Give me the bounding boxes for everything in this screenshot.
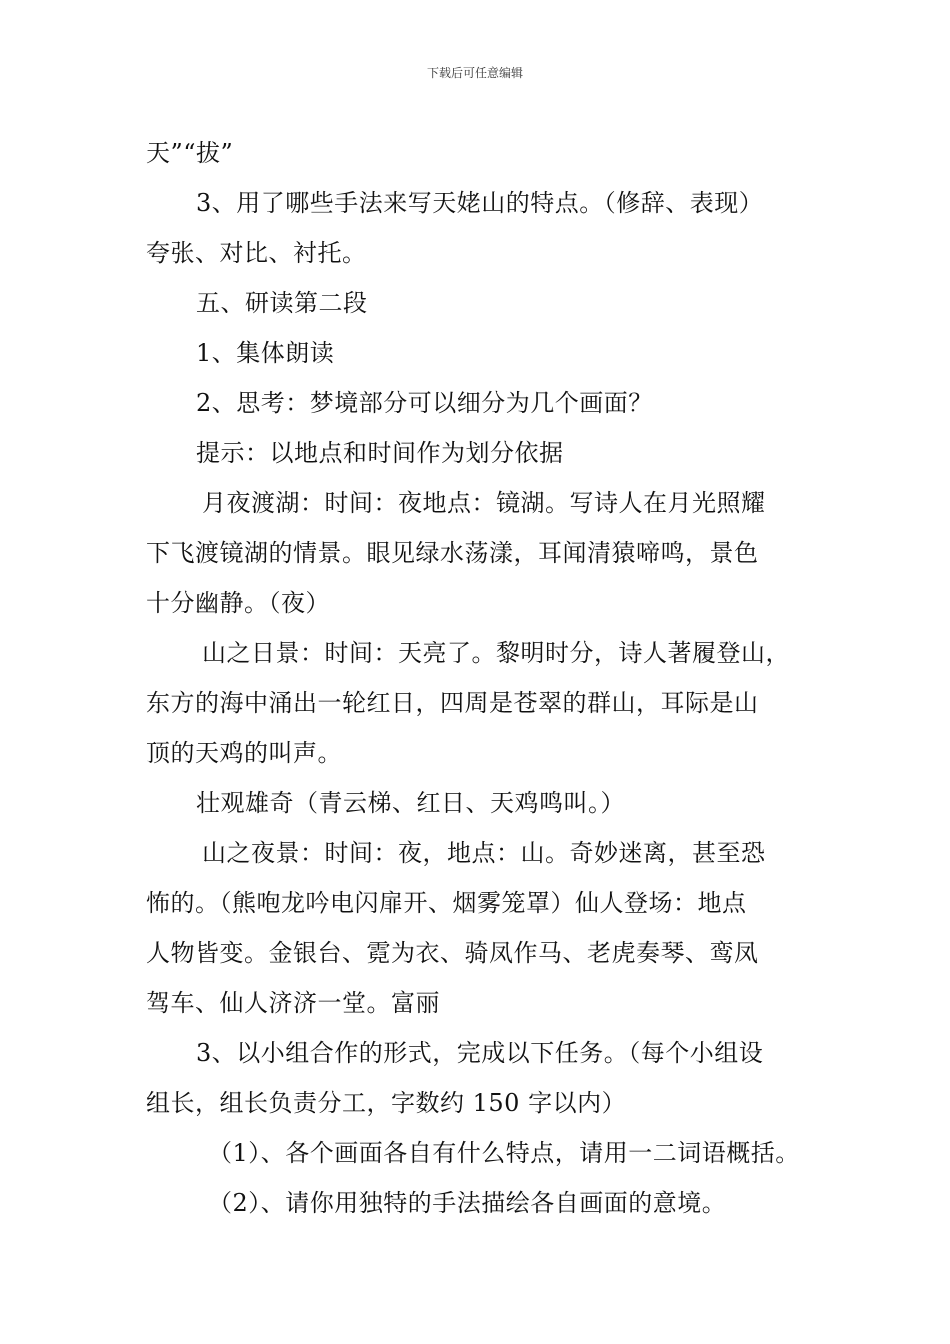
text-line: 人物皆变。金银台、霓为衣、骑凤作马、老虎奏琴、鸾凤 (146, 939, 759, 967)
document-body (146, 128, 826, 1228)
text-line: 组长，组长负责分工，字数约 150 字以内） (146, 1089, 627, 1117)
text-line: 东方的海中涌出一轮红日，四周是苍翠的群山，耳际是山 (146, 689, 759, 717)
text-line: （1）、各个画面各自有什么特点，请用一二词语概括。 (208, 1139, 800, 1167)
text-line: 3、以小组合作的形式，完成以下任务。（每个小组设 (196, 1039, 764, 1067)
text-line: 天”“拔” (146, 139, 234, 167)
section-heading: 五、研读第二段 (196, 289, 368, 317)
text-line: 夸张、对比、衬托。 (146, 239, 367, 267)
text-line: 下飞渡镜湖的情景。眼见绿水荡漾，耳闻清猿啼鸣，景色 (146, 539, 759, 567)
text-line: （2）、请你用独特的手法描绘各自画面的意境。 (208, 1189, 727, 1217)
text-line: 2、思考：梦境部分可以细分为几个画面？ (196, 389, 653, 417)
text-line: 顶的天鸡的叫声。 (146, 739, 342, 767)
text-line: 驾车、仙人济济一堂。富丽 (146, 989, 440, 1017)
text-line: 壮观雄奇（青云梯、红日、天鸡鸣叫。） (196, 789, 625, 817)
text-line: 提示：以地点和时间作为划分依据 (196, 439, 564, 467)
text-line: 1、集体朗读 (196, 339, 335, 367)
page-header: 下载后可任意编辑 (426, 66, 523, 80)
text-line: 山之日景：时间：天亮了。黎明时分，诗人著履登山， (202, 639, 790, 667)
text-line: 山之夜景：时间：夜，地点：山。奇妙迷离，甚至恐 (202, 839, 766, 867)
text-line: 怖的。（熊咆龙吟电闪扉开、烟雾笼罩）仙人登场：地点 (146, 889, 747, 917)
text-line: 月夜渡湖：时间：夜地点：镜湖。写诗人在月光照耀 (202, 489, 766, 517)
text-line: 十分幽静。（夜） (146, 589, 330, 617)
text-line: 3、用了哪些手法来写天姥山的特点。（修辞、表现） (196, 189, 764, 217)
